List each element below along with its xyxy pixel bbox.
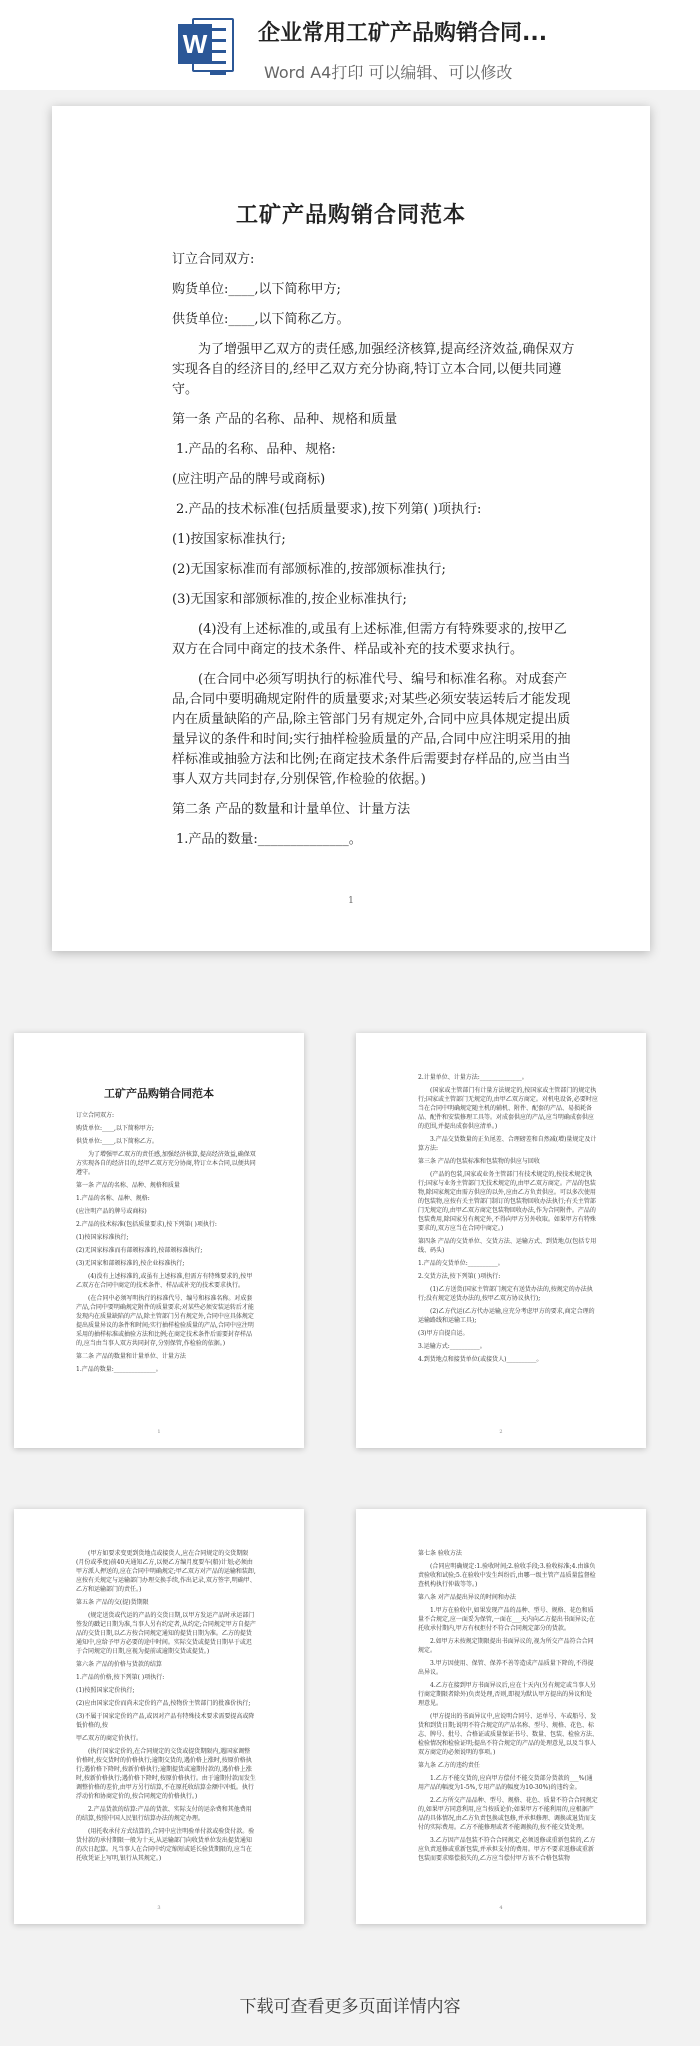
- paragraph: (3)甲方自提自运。: [418, 1330, 469, 1337]
- page-thumbnail-1[interactable]: [14, 1033, 304, 1448]
- paragraph: (2)无国家标准而有部颁标准的,按部颁标准执行;: [172, 562, 446, 577]
- paragraph: (规定送货或代运的产品的交货日期,以甲方发运产品时承运部门签发的戳记日期为准,当事人另有约定者,从约定;合同规定甲方自提产品的交货日期,以乙方按合同规定通知的提货日期为准。乙方的提货通知中,应给予甲方必要的途中时间。实际交货或提货日期早于或迟于合同规定的日期,应视为提前或逾期交货或提货。): [76, 1612, 256, 1655]
- paragraph: 2.产品的技术标准(包括质量要求),按下列第( )项执行:: [176, 502, 482, 517]
- thumbnail-title: 工矿产品购销合同范本: [104, 1087, 214, 1100]
- paragraph: (1)按照国家定价执行;: [76, 1687, 135, 1694]
- paragraph: (应注明产品的牌号或商标): [172, 472, 326, 487]
- paragraph: 3.甲方因使用、保管、保养不善等造成产品质量下降的,不得提出异议。: [418, 1660, 594, 1676]
- paragraph: 第七条 验收方法: [418, 1550, 462, 1557]
- paragraph: (国家或主管部门有计量方法规定的,按国家或主管部门的规定执行;国家或主管部门无规定的,由甲乙双方商定。对机电设备,必要时应当在合同中明确规定随主机的辅机、附件、配套的产品、易损耗备品、配件和安装修理工具等。对成套供应的产品,应当明确成套供应的范围,并提出成套供应清单。): [418, 1087, 598, 1130]
- paragraph: 购货单位:____,以下简称甲方;: [172, 282, 341, 297]
- paragraph: (应注明产品的牌号或商标): [76, 1208, 147, 1215]
- thumbnail-body: [76, 1549, 256, 1867]
- main-page-preview[interactable]: [52, 106, 650, 951]
- section-heading: 第二条 产品的数量和计量单位、计量方法: [172, 802, 411, 817]
- paragraph: (在合同中必须写明执行的标准代号、编号和标准名称。对成套产品,合同中要明确规定附件的质量要求;对某些必须安装运转后才能发现内在质量缺陷的产品,除主管部门另有规定外,合同中应具体规定提出质量异议的条件和时间;实行抽样检验质量的产品,合同中应注明采用的抽样标准或抽验方法和比例;在商定技术条件后需要封存样品的,应当由当事人双方共同封存,分别保管,作检验的依据。): [172, 672, 571, 787]
- paragraph: (产品的包装,国家或业务主管部门有技术规定的,按技术规定执行;国家与业务主管部门无技术规定的,由甲乙双方商定。产品的包装物,除国家规定由需方供应的以外,应由乙方负责供应。可以多次使用的包装物,应按有关主管部门制订的包装物回收办法执行;有关主管部门无规定的,由甲乙双方商定包装物回收办法,作为合同附件。产品的包装费用,除国家另有规定外,不得向甲方另外收取。如果甲方有特殊要求的,双方应当在合同中商定。): [418, 1171, 596, 1232]
- contract-title: 工矿产品购销合同范本: [235, 202, 466, 228]
- paragraph: 甲乙双方的商定价执行。: [76, 1735, 143, 1742]
- thumbnail-body: [76, 1111, 256, 1378]
- page-number: 1: [157, 1429, 161, 1435]
- paragraph: 1.产品的名称、品种、规格:: [176, 442, 336, 457]
- paragraph: 2.产品货款的结算:产品的货款、实际支付的运杂费和其他费用的结算,按照中国人民银行结算办法的规定办理。: [76, 1806, 252, 1822]
- paragraph: 1.产品的价格,按下列第( )项执行:: [76, 1674, 165, 1681]
- document-subtitle: Word A4打印 可以编辑、可以修改: [264, 63, 513, 82]
- paragraph: 4.到货地点和接货单位(或接货人)__________。: [418, 1356, 543, 1363]
- paragraph: 3.乙方因产品包装不符合合同规定,必须返修或重新包装的,乙方应负责返修或重新包装,并承担支付的费用。甲方不要求返修或重新包装而要求赔偿损失的,乙方应当偿付甲方该不合格包装物: [418, 1837, 596, 1862]
- paragraph: (1)乙方送货(国家主管部门规定有送货办法的,按规定的办法执行;没有规定送货办法的,按甲乙双方协议执行);: [418, 1286, 593, 1302]
- paragraph: (3)无国家和部颁标准的,按企业标准执行;: [76, 1260, 185, 1267]
- word-icon: W: [176, 14, 236, 76]
- paragraph: (2)无国家标准而有部颁标准的,按部颁标准执行;: [76, 1247, 203, 1254]
- paragraph: 第九条 乙方的违约责任: [418, 1762, 480, 1769]
- paragraph: (合同应明确规定:1.验收时间;2.验收手段;3.验收标准;4.由谁负责验收和试验;5.在验收中发生纠纷后,由哪一级主管产品质量监督检查机构执行仲裁等等。): [418, 1563, 596, 1588]
- paragraph: 第五条 产品的交(提)货期限: [76, 1599, 149, 1606]
- paragraph: 2.交货方法,按下列第( )项执行:: [418, 1273, 501, 1280]
- paragraph: 1.产品的交货单位:__________。: [418, 1260, 504, 1267]
- paragraph: 为了增强甲乙双方的责任感,加强经济核算,提高经济效益,确保双方实现各自的经济目的,经甲乙双方充分协商,特订立本合同,以便共同遵守。: [172, 342, 575, 397]
- thumbnail-body: [418, 1073, 598, 1368]
- page-number: 4: [499, 1905, 503, 1911]
- paragraph: 订立合同双方:: [76, 1112, 115, 1119]
- document-title: 企业常用工矿产品购销合同...: [258, 21, 548, 46]
- thumbnail-body: [418, 1549, 598, 1867]
- paragraph: 2.如甲方未按规定期限提出书面异议的,视为所交产品符合合同规定。: [418, 1638, 594, 1654]
- paragraph: (1)按国家标准执行;: [172, 532, 286, 547]
- paragraph: (1)按国家标准执行;: [76, 1234, 129, 1241]
- paragraph: 2.计量单位、计量方法:______________。: [418, 1074, 528, 1081]
- paragraph: 供货单位:____,以下简称乙方。: [76, 1138, 158, 1145]
- paragraph: 1.产品的数量:______________。: [176, 832, 362, 847]
- page-number: 2: [499, 1429, 503, 1435]
- paragraph: (甲方如要求变更到货地点或接货人,应在合同规定的交货期限(月份或季度)前40天通知乙方,以便乙方编月度要车(船)计划;必须由甲方派人押送的,应在合同中明确规定;甲乙双方对产品的运输和装卸,应按有关规定与运输部门办理交换手续,作出记录,双方签字,明确甲、乙方和运输部门的责任。): [76, 1550, 256, 1593]
- paragraph: 供货单位:____,以下简称乙方。: [172, 312, 350, 327]
- paragraph: 3.运输方式:__________。: [418, 1343, 486, 1350]
- paragraph: (2)应由国家定价而尚未定价的产品,按物价主管部门的批准价执行;: [76, 1700, 251, 1707]
- paragraph: 购货单位:____,以下简称甲方;: [76, 1125, 154, 1132]
- paragraph: 1.产品的名称、品种、规格:: [76, 1195, 150, 1202]
- paragraph: 订立合同双方:: [172, 252, 255, 267]
- paragraph: (在合同中必须写明执行的标准代号、编号和标准名称。对成套产品,合同中要明确规定附件的质量要求;对某些必须安装运转后才能发现内在质量缺陷的产品,除主管部门另有规定外,合同中应具体规定提出质量异议的条件和时间;实行抽样检验质量的产品,合同中应注明采用的抽样标准或抽验方法和比例;在商定技术条件后需要封存样品的,应当由当事人双方共同封存,分别保管,作检验的依据。): [76, 1295, 254, 1347]
- paragraph: 2.产品的技术标准(包括质量要求),按下列第( )项执行:: [76, 1221, 217, 1228]
- page-thumbnail-4[interactable]: [356, 1509, 646, 1924]
- paragraph: 第二条 产品的数量和计量单位、计量方法: [76, 1353, 186, 1360]
- paragraph: (3)无国家和部颁标准的,按企业标准执行;: [172, 592, 407, 607]
- main-page-body: [172, 250, 577, 860]
- paragraph: 4.乙方在接到甲方书面异议后,应在十天内(另有规定或当事人另行商定期限者除外)负责处理,否则,即视为默认甲方提出的异议和处理意见。: [418, 1682, 596, 1707]
- page-thumbnail-3[interactable]: [14, 1509, 304, 1924]
- section-heading: 第一条 产品的名称、品种、规格和质量: [172, 412, 398, 427]
- header: [0, 0, 700, 90]
- paragraph: 1.乙方不能交货的,应向甲方偿付不能交货部分货款的___%(通用产品的幅度为1-5%,专用产品的幅度为10-30%)的违约金。: [418, 1775, 593, 1791]
- page-number: 1: [348, 896, 354, 906]
- page-number: 3: [157, 1905, 161, 1911]
- paragraph: 第四条 产品的交货单位、交货方法、运输方式、到货地点(包括专用线、码头): [418, 1238, 597, 1254]
- paragraph: (2)乙方代运(乙方代办运输,应充分考虑甲方的要求,商定合理的运输路线和运输工具);: [418, 1308, 595, 1324]
- paragraph: 1.产品的数量:______________。: [76, 1366, 162, 1373]
- download-more-link[interactable]: 下载可查看更多页面详情内容: [239, 1997, 461, 2017]
- paragraph: 第六条 产品的价格与货款的结算: [76, 1661, 162, 1668]
- paragraph: 2.乙方所交产品品种、型号、规格、花色、质量不符合合同规定的,如果甲方同意利用,应当按质论价;如果甲方不能利用的,应根据产品的具体情况,由乙方负责包换或包修,并承担修理、调换或退货而支付的实际费用。乙方不能修理或者不能调换的,按不能交货处理。: [418, 1797, 598, 1831]
- paragraph: (4)没有上述标准的,或虽有上述标准,但需方有特殊要求的,按甲乙双方在合同中商定的技术条件、样品或补充的技术要求执行。: [172, 622, 567, 657]
- paragraph: 为了增强甲乙双方的责任感,加强经济核算,提高经济效益,确保双方实现各自的经济目的,经甲乙双方充分协商,特订立本合同,以便共同遵守。: [76, 1151, 256, 1176]
- paragraph: 第一条 产品的名称、品种、规格和质量: [76, 1182, 180, 1189]
- paragraph: 1.甲方在验收中,如果发现产品的品种、型号、规格、花色和质量不合规定,应一面妥为保管,一面在___天内向乙方提出书面异议;在托收承付期内,甲方有权拒付不符合合同规定部分的货款。: [418, 1607, 595, 1632]
- paragraph: (执行国家定价的,在合同规定的交货或提货期限内,遇国家调整价格时,按交货时的价格执行;逾期交货的,遇价格上涨时,按原价格执行;遇价格下降时,按新价格执行;逾期提货或逾期付款的,遇价格上涨时,按新价格执行;遇价格下降时,按原价格执行。由于逾期付款而发生调整价格的差价,由甲方另行结算,不在原托收结算金额中冲抵。执行浮动价和协商定价的,按合同规定的价格执行。): [76, 1748, 256, 1800]
- paragraph: 第三条 产品的包装标准和包装物的供应与回收: [418, 1158, 540, 1165]
- paragraph: 3.产品交货数量的正负尾差、合理磅差和自然减(增)量规定及计算方法:: [418, 1136, 597, 1152]
- paragraph: (甲方提出的书面异议中,应说明合同号、运单号、车或船号、发货和到货日期;说明不符合规定的产品名称、型号、规格、花色、标志、牌号、批号、合格证或质量保证书号、数量、包装、检验方法、检验情况和检验证明;提出不符合规定的产品的处理意见,以及当事人双方商定的必须说明的事项。): [418, 1713, 599, 1756]
- paragraph: (用托收承付方式结算的,合同中应注明验单付款或验货付款。验货付款的承付期限一般为十天,从运输部门向收货单位发出提货通知的次日起算。凡当事人在合同中约定缩短或延长验货期限的,应当在托收凭证上写明,银行从其规定。): [76, 1828, 255, 1862]
- paragraph: 第八条 对产品提出异议的时间和办法: [418, 1594, 516, 1601]
- paragraph: (3)不属于国家定价的产品,或因对产品有特殊技术要求需要提高或降低价格的,按: [76, 1713, 255, 1729]
- paragraph: (4)没有上述标准的,或虽有上述标准,但需方有特殊要求的,按甲乙双方在合同中商定的技术条件、样品或补充的技术要求执行。: [76, 1273, 253, 1289]
- page-thumbnail-2[interactable]: [356, 1033, 646, 1448]
